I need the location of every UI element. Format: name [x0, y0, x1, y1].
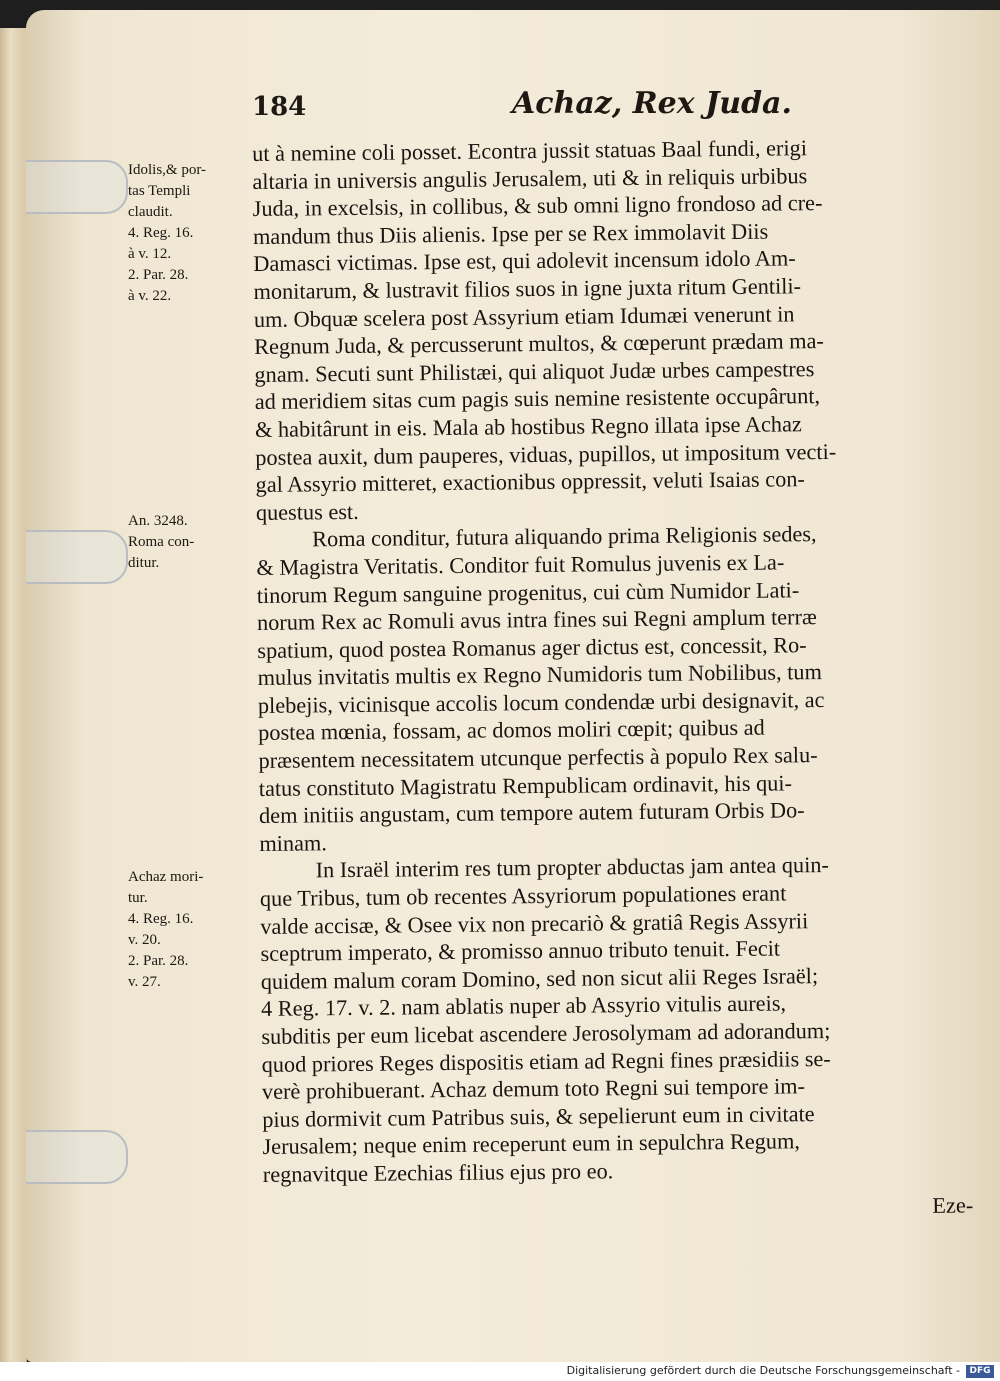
dfg-logo: DFG — [966, 1365, 994, 1378]
text-line: Juda, in excelsis, in collibus, & sub omni ligno frondoso ad cre- — [252, 190, 823, 222]
body-text — [252, 133, 973, 1227]
paragraph-first-line: Roma conditur, futura aliquando prima Religionis sedes, — [312, 521, 817, 552]
text-line: quod priores Reges dispositis etiam ad Regni fines præsidiis se- — [261, 1045, 831, 1077]
note-line: 4. Reg. 16. — [128, 225, 194, 241]
text-line: norum Rex ac Romuli avus intra fines sui Regni amplum terræ — [256, 604, 817, 636]
note-line: 4. Reg. 16. — [128, 911, 194, 927]
text-line: quidem malum coram Domino, sed non sicut alii Reges Israël; — [260, 962, 819, 994]
footer-credit: Digitalisierung gefördert durch die Deutsche Forschungsgemeinschaft - — [566, 1364, 960, 1377]
text-line: & Magistra Veritatis. Conditor fuit Romulus juvenis ex La- — [256, 549, 785, 580]
text-line: minam. — [259, 830, 328, 856]
note-line: v. 20. — [128, 932, 161, 948]
text-line: Damasci victimas. Ipse est, qui adolevit incensum idolo Am- — [253, 245, 796, 277]
text-line: plebejis, vicinisque accolis locum condendæ urbi designavit, ac — [257, 686, 825, 718]
page-clip — [26, 160, 128, 214]
text-line: regnavitque Ezechias filius ejus pro eo. — [262, 1158, 614, 1187]
paragraph-first-line: In Israël interim res tum propter abductas jam antea quin- — [315, 852, 830, 883]
text-line: spatium, quod postea Romanus ager dictus est, concessit, Ro- — [257, 631, 807, 663]
text-line: monitarum, & lustravit filios suos in igne juxta ritum Gentili- — [253, 273, 802, 304]
text-line: tinorum Regum sanguine progenitus, cui cùm Numidor Lati- — [256, 576, 800, 608]
note-line: claudit. — [128, 204, 173, 220]
text-line: ad meridiem sitas cum pagis suis nemine resistente occupârunt, — [254, 383, 821, 415]
text-line: præsentem necessitatem utcunque perfectis à populo Rex salu- — [258, 742, 818, 774]
text-line: mandum thus Diis alienis. Ipse per se Rex immolavit Diis — [252, 218, 769, 249]
page-edge — [0, 28, 27, 1362]
text-line: questus est. — [255, 498, 359, 525]
text-line: que Tribus, tum ob recentes Assyriorum populationes erant — [259, 880, 787, 911]
text-line: Jerusalem; neque enim receperunt eum in sepulchra Regum, — [262, 1128, 801, 1160]
note-line: 2. Par. 28. — [128, 953, 189, 969]
text-line: um. Obquæ scelera post Assyrium etiam Idumæi venerunt in — [253, 300, 795, 332]
margin-note — [128, 511, 194, 574]
note-line: v. 27. — [128, 974, 161, 990]
text-line: subditis per eum licebat ascendere Jerosolymam ad adorandum; — [261, 1017, 831, 1049]
page-clip — [26, 1130, 128, 1184]
note-line: tas Templi — [128, 183, 191, 199]
note-line: ditur. — [128, 555, 160, 571]
note-line: Idolis,& por- — [128, 162, 207, 178]
text-line: ut à nemine coli posset. Econtra jussit statuas Baal fundi, erigi — [252, 135, 808, 166]
page-number: 184 — [252, 92, 307, 122]
text-line: tatus constituto Magistratu Rempublicam ordinavit, his qui- — [258, 770, 793, 801]
text-line: postea mœnia, fossam, ac domos moliri cœpit; quibus ad — [258, 715, 765, 746]
text-line: sceptrum imperato, & promisso annuo tributo tenuit. Fecit — [260, 935, 781, 967]
text-line: gnam. Secuti sunt Philistæi, qui aliquot Judæ urbes campestres — [254, 355, 815, 387]
catchword: Eze- — [932, 1192, 974, 1218]
note-line: tur. — [128, 890, 148, 906]
margin-note — [128, 867, 203, 993]
note-line: 2. Par. 28. — [128, 267, 189, 283]
text-line: pius dormivit cum Patribus suis, & sepelierunt eum in civitate — [262, 1100, 815, 1132]
note-line: An. 3248. — [128, 513, 188, 529]
text-line: Regnum Juda, & percusserunt multos, & cœperunt prædam ma- — [254, 328, 824, 360]
text-line: & habitârunt in eis. Mala ab hostibus Regno illata ipse Achaz — [254, 411, 802, 442]
text-line: altaria in universis angulis Jerusalem, uti & in reliquis urbibus — [252, 162, 808, 194]
note-line: Achaz mori- — [128, 869, 204, 885]
page-clip — [26, 530, 128, 584]
text-line: postea auxit, dum pauperes, viduas, pupillos, ut impositum vecti- — [255, 438, 837, 470]
footer-bar — [0, 1362, 1000, 1381]
running-title: Achaz, Rex Juda. — [512, 86, 792, 121]
text-line: mulus invitatis multis ex Regno Numidoris tum Nobilibus, tum — [257, 659, 822, 691]
text-line: 4 Reg. 17. v. 2. nam ablatis nuper ab Assyrio vitulis aureis, — [260, 990, 787, 1022]
text-line: verè prohibuerant. Achaz demum toto Regni sui tempore im- — [261, 1073, 806, 1105]
text-line: dem initiis angustam, cum tempore autem futuram Orbis Do- — [258, 797, 805, 829]
note-line: à v. 22. — [128, 288, 172, 304]
text-line: gal Assyrio mitteret, exactionibus oppressit, veluti Isaias con- — [255, 466, 805, 498]
text-line: valde accisæ, & Osee vix non precariò & gratiâ Regis Assyrii — [260, 907, 809, 939]
margin-note — [128, 160, 206, 307]
note-line: à v. 12. — [128, 246, 172, 262]
note-line: Roma con- — [128, 534, 195, 550]
running-head — [252, 86, 872, 132]
